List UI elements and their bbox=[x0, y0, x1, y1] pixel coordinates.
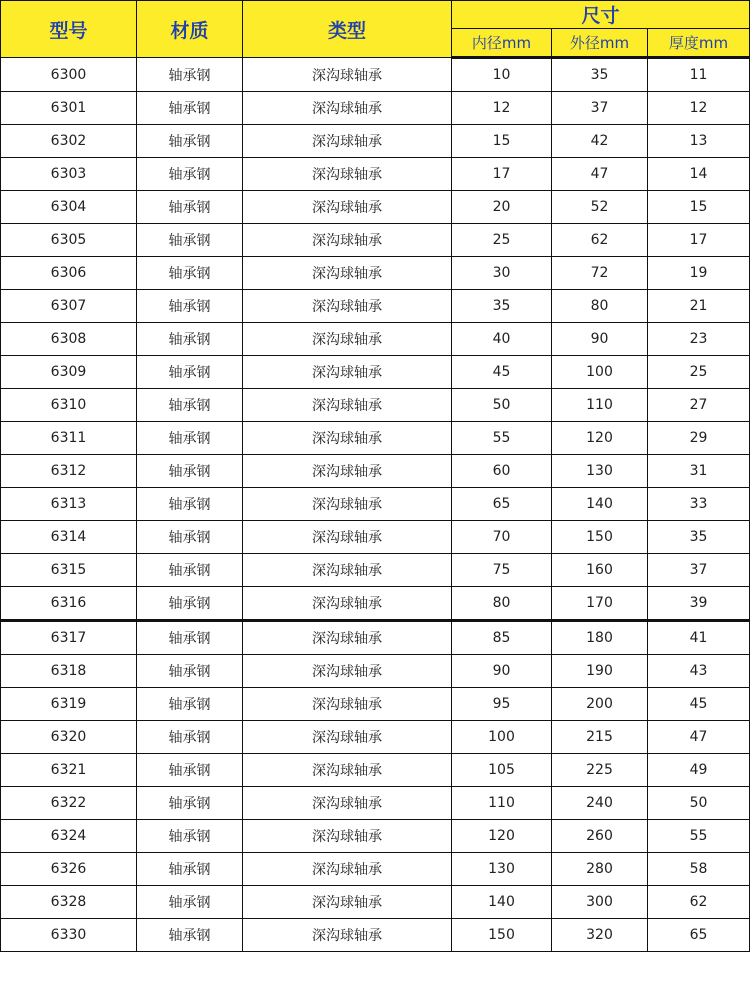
cell-type: 深沟球轴承 bbox=[243, 323, 452, 356]
cell-thickness: 17 bbox=[648, 224, 750, 257]
cell-material: 轴承钢 bbox=[137, 422, 243, 455]
cell-inner-diameter: 12 bbox=[452, 92, 552, 125]
cell-inner-diameter: 100 bbox=[452, 721, 552, 754]
cell-thickness: 35 bbox=[648, 521, 750, 554]
cell-type: 深沟球轴承 bbox=[243, 754, 452, 787]
cell-inner-diameter: 130 bbox=[452, 853, 552, 886]
cell-outer-diameter: 160 bbox=[552, 554, 648, 587]
cell-inner-diameter: 75 bbox=[452, 554, 552, 587]
table-row bbox=[1, 356, 750, 389]
cell-model: 6301 bbox=[1, 92, 137, 125]
cell-inner-diameter: 70 bbox=[452, 521, 552, 554]
table-row bbox=[1, 224, 750, 257]
cell-outer-diameter: 200 bbox=[552, 688, 648, 721]
cell-model: 6305 bbox=[1, 224, 137, 257]
cell-material: 轴承钢 bbox=[137, 389, 243, 422]
cell-type: 深沟球轴承 bbox=[243, 587, 452, 621]
cell-type: 深沟球轴承 bbox=[243, 158, 452, 191]
cell-material: 轴承钢 bbox=[137, 655, 243, 688]
cell-model: 6322 bbox=[1, 787, 137, 820]
cell-outer-diameter: 240 bbox=[552, 787, 648, 820]
cell-type: 深沟球轴承 bbox=[243, 224, 452, 257]
cell-material: 轴承钢 bbox=[137, 191, 243, 224]
cell-thickness: 33 bbox=[648, 488, 750, 521]
cell-type: 深沟球轴承 bbox=[243, 356, 452, 389]
table-row bbox=[1, 125, 750, 158]
cell-outer-diameter: 37 bbox=[552, 92, 648, 125]
cell-outer-diameter: 225 bbox=[552, 754, 648, 787]
cell-outer-diameter: 90 bbox=[552, 323, 648, 356]
header-outer-diameter: 外径mm bbox=[552, 29, 648, 58]
cell-inner-diameter: 95 bbox=[452, 688, 552, 721]
cell-thickness: 11 bbox=[648, 58, 750, 92]
cell-type: 深沟球轴承 bbox=[243, 521, 452, 554]
table-row bbox=[1, 521, 750, 554]
table-row bbox=[1, 688, 750, 721]
cell-type: 深沟球轴承 bbox=[243, 688, 452, 721]
cell-model: 6326 bbox=[1, 853, 137, 886]
cell-outer-diameter: 320 bbox=[552, 919, 648, 952]
cell-material: 轴承钢 bbox=[137, 587, 243, 621]
cell-inner-diameter: 90 bbox=[452, 655, 552, 688]
cell-material: 轴承钢 bbox=[137, 455, 243, 488]
cell-type: 深沟球轴承 bbox=[243, 787, 452, 820]
cell-outer-diameter: 150 bbox=[552, 521, 648, 554]
table-row bbox=[1, 92, 750, 125]
cell-material: 轴承钢 bbox=[137, 688, 243, 721]
cell-type: 深沟球轴承 bbox=[243, 820, 452, 853]
cell-outer-diameter: 62 bbox=[552, 224, 648, 257]
cell-type: 深沟球轴承 bbox=[243, 389, 452, 422]
cell-type: 深沟球轴承 bbox=[243, 919, 452, 952]
cell-thickness: 62 bbox=[648, 886, 750, 919]
cell-type: 深沟球轴承 bbox=[243, 58, 452, 92]
header-inner-diameter: 内径mm bbox=[452, 29, 552, 58]
cell-thickness: 39 bbox=[648, 587, 750, 621]
cell-outer-diameter: 35 bbox=[552, 58, 648, 92]
cell-inner-diameter: 85 bbox=[452, 621, 552, 655]
cell-inner-diameter: 45 bbox=[452, 356, 552, 389]
cell-inner-diameter: 30 bbox=[452, 257, 552, 290]
cell-model: 6302 bbox=[1, 125, 137, 158]
cell-thickness: 43 bbox=[648, 655, 750, 688]
cell-thickness: 58 bbox=[648, 853, 750, 886]
cell-inner-diameter: 10 bbox=[452, 58, 552, 92]
table-row bbox=[1, 422, 750, 455]
cell-material: 轴承钢 bbox=[137, 92, 243, 125]
cell-type: 深沟球轴承 bbox=[243, 853, 452, 886]
cell-material: 轴承钢 bbox=[137, 290, 243, 323]
cell-type: 深沟球轴承 bbox=[243, 621, 452, 655]
cell-thickness: 45 bbox=[648, 688, 750, 721]
cell-model: 6306 bbox=[1, 257, 137, 290]
cell-outer-diameter: 190 bbox=[552, 655, 648, 688]
cell-material: 轴承钢 bbox=[137, 521, 243, 554]
cell-material: 轴承钢 bbox=[137, 58, 243, 92]
cell-outer-diameter: 280 bbox=[552, 853, 648, 886]
cell-material: 轴承钢 bbox=[137, 125, 243, 158]
cell-model: 6317 bbox=[1, 621, 137, 655]
header-thickness: 厚度mm bbox=[648, 29, 750, 58]
cell-material: 轴承钢 bbox=[137, 754, 243, 787]
cell-model: 6304 bbox=[1, 191, 137, 224]
cell-outer-diameter: 215 bbox=[552, 721, 648, 754]
header-size: 尺寸 bbox=[452, 1, 750, 29]
cell-type: 深沟球轴承 bbox=[243, 125, 452, 158]
cell-type: 深沟球轴承 bbox=[243, 886, 452, 919]
table-row bbox=[1, 290, 750, 323]
table-row bbox=[1, 158, 750, 191]
table-row bbox=[1, 886, 750, 919]
cell-model: 6324 bbox=[1, 820, 137, 853]
cell-thickness: 41 bbox=[648, 621, 750, 655]
cell-model: 6318 bbox=[1, 655, 137, 688]
header-material: 材质 bbox=[137, 1, 243, 58]
cell-outer-diameter: 52 bbox=[552, 191, 648, 224]
cell-model: 6316 bbox=[1, 587, 137, 621]
table-row bbox=[1, 58, 750, 92]
cell-type: 深沟球轴承 bbox=[243, 92, 452, 125]
cell-inner-diameter: 120 bbox=[452, 820, 552, 853]
cell-model: 6303 bbox=[1, 158, 137, 191]
cell-model: 6300 bbox=[1, 58, 137, 92]
cell-material: 轴承钢 bbox=[137, 919, 243, 952]
cell-thickness: 15 bbox=[648, 191, 750, 224]
cell-outer-diameter: 47 bbox=[552, 158, 648, 191]
cell-type: 深沟球轴承 bbox=[243, 721, 452, 754]
cell-model: 6319 bbox=[1, 688, 137, 721]
cell-model: 6313 bbox=[1, 488, 137, 521]
cell-inner-diameter: 150 bbox=[452, 919, 552, 952]
cell-material: 轴承钢 bbox=[137, 820, 243, 853]
cell-material: 轴承钢 bbox=[137, 323, 243, 356]
cell-inner-diameter: 17 bbox=[452, 158, 552, 191]
table-body bbox=[1, 58, 750, 952]
cell-outer-diameter: 260 bbox=[552, 820, 648, 853]
cell-outer-diameter: 80 bbox=[552, 290, 648, 323]
cell-inner-diameter: 110 bbox=[452, 787, 552, 820]
cell-thickness: 65 bbox=[648, 919, 750, 952]
cell-thickness: 31 bbox=[648, 455, 750, 488]
cell-thickness: 55 bbox=[648, 820, 750, 853]
cell-model: 6308 bbox=[1, 323, 137, 356]
cell-outer-diameter: 110 bbox=[552, 389, 648, 422]
cell-inner-diameter: 20 bbox=[452, 191, 552, 224]
cell-material: 轴承钢 bbox=[137, 224, 243, 257]
table-row bbox=[1, 587, 750, 621]
cell-model: 6309 bbox=[1, 356, 137, 389]
table-header bbox=[1, 1, 750, 58]
cell-outer-diameter: 42 bbox=[552, 125, 648, 158]
cell-outer-diameter: 120 bbox=[552, 422, 648, 455]
cell-model: 6312 bbox=[1, 455, 137, 488]
cell-material: 轴承钢 bbox=[137, 356, 243, 389]
table-row bbox=[1, 323, 750, 356]
cell-inner-diameter: 105 bbox=[452, 754, 552, 787]
cell-thickness: 50 bbox=[648, 787, 750, 820]
table-row bbox=[1, 257, 750, 290]
cell-inner-diameter: 80 bbox=[452, 587, 552, 621]
cell-outer-diameter: 140 bbox=[552, 488, 648, 521]
table-row bbox=[1, 721, 750, 754]
cell-material: 轴承钢 bbox=[137, 158, 243, 191]
cell-thickness: 21 bbox=[648, 290, 750, 323]
cell-type: 深沟球轴承 bbox=[243, 290, 452, 323]
cell-outer-diameter: 130 bbox=[552, 455, 648, 488]
cell-material: 轴承钢 bbox=[137, 621, 243, 655]
cell-model: 6310 bbox=[1, 389, 137, 422]
cell-model: 6328 bbox=[1, 886, 137, 919]
cell-thickness: 19 bbox=[648, 257, 750, 290]
table-row bbox=[1, 554, 750, 587]
table-row bbox=[1, 919, 750, 952]
cell-model: 6311 bbox=[1, 422, 137, 455]
table-row bbox=[1, 389, 750, 422]
table-row bbox=[1, 754, 750, 787]
cell-inner-diameter: 40 bbox=[452, 323, 552, 356]
cell-inner-diameter: 60 bbox=[452, 455, 552, 488]
cell-outer-diameter: 170 bbox=[552, 587, 648, 621]
cell-thickness: 25 bbox=[648, 356, 750, 389]
table-row bbox=[1, 853, 750, 886]
cell-inner-diameter: 140 bbox=[452, 886, 552, 919]
cell-model: 6321 bbox=[1, 754, 137, 787]
cell-model: 6330 bbox=[1, 919, 137, 952]
cell-thickness: 23 bbox=[648, 323, 750, 356]
cell-outer-diameter: 180 bbox=[552, 621, 648, 655]
cell-type: 深沟球轴承 bbox=[243, 191, 452, 224]
cell-inner-diameter: 65 bbox=[452, 488, 552, 521]
table-row bbox=[1, 655, 750, 688]
cell-model: 6315 bbox=[1, 554, 137, 587]
cell-thickness: 12 bbox=[648, 92, 750, 125]
table-row bbox=[1, 191, 750, 224]
cell-model: 6314 bbox=[1, 521, 137, 554]
cell-type: 深沟球轴承 bbox=[243, 554, 452, 587]
table-row bbox=[1, 787, 750, 820]
cell-type: 深沟球轴承 bbox=[243, 655, 452, 688]
cell-thickness: 27 bbox=[648, 389, 750, 422]
cell-inner-diameter: 15 bbox=[452, 125, 552, 158]
cell-outer-diameter: 72 bbox=[552, 257, 648, 290]
cell-type: 深沟球轴承 bbox=[243, 455, 452, 488]
cell-material: 轴承钢 bbox=[137, 721, 243, 754]
cell-inner-diameter: 50 bbox=[452, 389, 552, 422]
cell-type: 深沟球轴承 bbox=[243, 488, 452, 521]
cell-material: 轴承钢 bbox=[137, 886, 243, 919]
cell-thickness: 14 bbox=[648, 158, 750, 191]
cell-material: 轴承钢 bbox=[137, 554, 243, 587]
cell-inner-diameter: 35 bbox=[452, 290, 552, 323]
cell-inner-diameter: 25 bbox=[452, 224, 552, 257]
cell-material: 轴承钢 bbox=[137, 853, 243, 886]
cell-type: 深沟球轴承 bbox=[243, 257, 452, 290]
cell-model: 6307 bbox=[1, 290, 137, 323]
cell-type: 深沟球轴承 bbox=[243, 422, 452, 455]
cell-model: 6320 bbox=[1, 721, 137, 754]
cell-thickness: 13 bbox=[648, 125, 750, 158]
table-row bbox=[1, 488, 750, 521]
cell-thickness: 29 bbox=[648, 422, 750, 455]
cell-thickness: 37 bbox=[648, 554, 750, 587]
cell-outer-diameter: 300 bbox=[552, 886, 648, 919]
cell-inner-diameter: 55 bbox=[452, 422, 552, 455]
cell-thickness: 47 bbox=[648, 721, 750, 754]
cell-thickness: 49 bbox=[648, 754, 750, 787]
cell-material: 轴承钢 bbox=[137, 488, 243, 521]
cell-outer-diameter: 100 bbox=[552, 356, 648, 389]
header-model: 型号 bbox=[1, 1, 137, 58]
table-row bbox=[1, 455, 750, 488]
cell-material: 轴承钢 bbox=[137, 787, 243, 820]
cell-material: 轴承钢 bbox=[137, 257, 243, 290]
table-row bbox=[1, 621, 750, 655]
header-type: 类型 bbox=[243, 1, 452, 58]
table-row bbox=[1, 820, 750, 853]
